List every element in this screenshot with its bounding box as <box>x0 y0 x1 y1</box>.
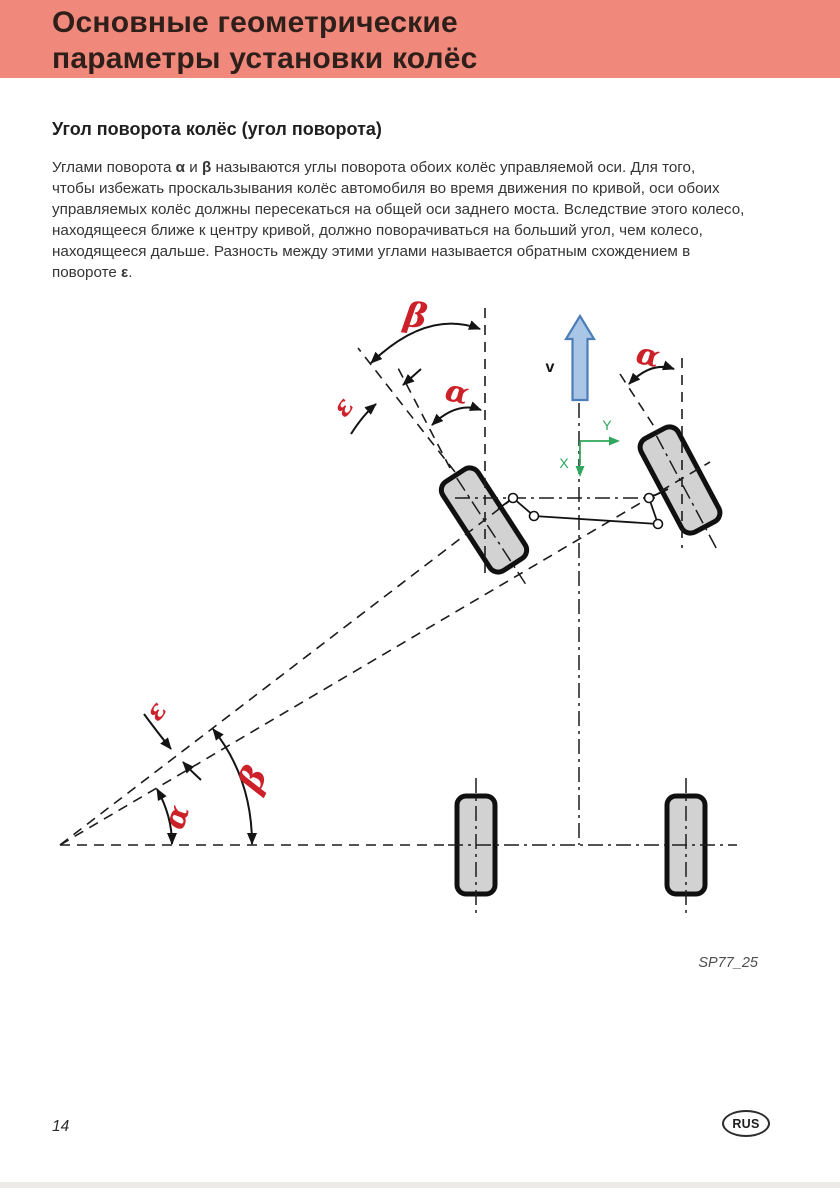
page-title: Основные геометрические параметры установки колёс <box>52 6 478 75</box>
y-axis-label: Y <box>602 417 612 433</box>
velocity-arrow <box>566 316 594 400</box>
construction-lines <box>60 308 737 845</box>
alpha-bottom-label: α <box>156 800 198 834</box>
alpha-top-left-label: α <box>442 373 472 413</box>
epsilon-top-label: ε <box>326 392 361 423</box>
front-left-wheel <box>438 464 543 595</box>
scan-edge <box>0 1182 840 1188</box>
velocity-label: v <box>545 359 555 376</box>
section-heading: Угол поворота колёс (угол поворота) <box>52 119 382 139</box>
page-number: 14 <box>52 1118 70 1135</box>
front-right-wheel <box>637 423 737 560</box>
beta-top-label: β <box>401 294 430 338</box>
language-badge: RUS <box>722 1110 770 1137</box>
figure-code: SP77_25 <box>698 955 758 971</box>
rear-right-wheel <box>667 778 705 915</box>
alpha-right-label: α <box>633 336 663 376</box>
rear-left-wheel <box>457 778 495 915</box>
epsilon-bottom-label: ε <box>139 696 174 727</box>
body-paragraph: Углами поворота α и β называются углы поворота обоих колёс управляемой оси. Для того, чтобы избежать проскальзывания колёс автомобиля во время движения по кривой, оси обоих управляемых колёс должны пересекаться на общей оси заднего моста. Вследствие этого колесо, находящееся ближе к центру кривой, должно поворачиваться на больший угол, чем колесо, находящееся дальше. Разность между этими углами называется обратным схождением в повороте ε. <box>52 159 745 281</box>
beta-bottom-label: β <box>230 759 277 799</box>
coordinate-axes <box>576 437 621 478</box>
steering-linkage <box>498 489 668 529</box>
x-axis-label: X <box>559 455 569 471</box>
angle-arcs <box>144 324 674 844</box>
